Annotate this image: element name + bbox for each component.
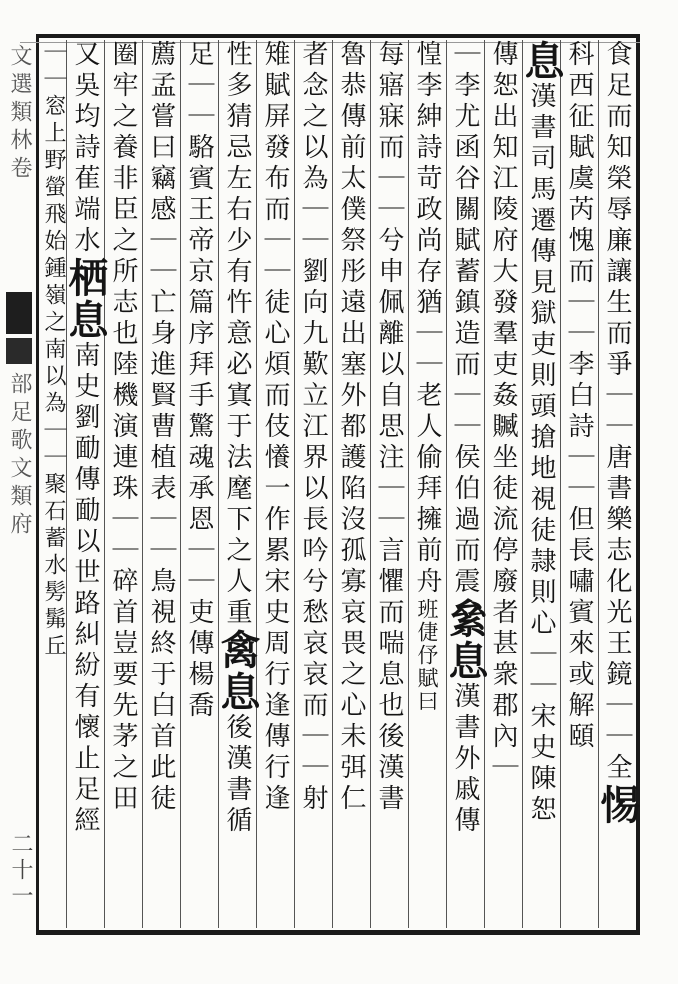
body-text: 吏傳楊喬 xyxy=(184,598,214,722)
fold-margin-section: 部足歌文類府 xyxy=(7,372,32,540)
body-text: 漢書外戚傳 xyxy=(450,682,480,837)
fold-fishtail-mark xyxy=(6,292,32,334)
entry-heading: 栖息 xyxy=(62,257,109,341)
body-text: 又吳均詩萑端水 xyxy=(70,40,100,257)
text-column xyxy=(518,40,565,928)
body-text: 足｜｜駱賓王帝京篇序拜手驚魂承恩｜｜ xyxy=(184,40,214,598)
text-column xyxy=(560,40,598,928)
text-column xyxy=(594,40,641,928)
text-column xyxy=(332,40,370,928)
text-column xyxy=(370,40,408,928)
body-text: 雉賦屏發布而｜｜徒心煩而伎懩一作累宋史周行逢傳行逢 xyxy=(260,40,290,815)
text-column xyxy=(256,40,294,928)
text-column xyxy=(62,40,109,928)
bottom-border xyxy=(36,930,640,935)
body-text: 圈牢之養非臣之所志也陸機演連珠｜｜碎首豈要先茅之田 xyxy=(108,40,138,815)
body-text: 者念之以為｜｜劉向九歎立江界以長吟兮愁哀哀而｜｜射 xyxy=(298,40,328,815)
fold-margin-header: 文選類林卷 xyxy=(7,44,32,184)
text-column xyxy=(408,40,446,928)
entry-heading: 禽息 xyxy=(214,629,261,713)
body-text: 後漢書循 xyxy=(222,713,252,837)
entry-heading: 惕 xyxy=(594,784,641,826)
text-column xyxy=(294,40,332,928)
left-border xyxy=(36,34,39,935)
entry-heading: 絫息 xyxy=(442,598,489,682)
body-text: 薦孟嘗曰竊感｜｜亡身進賢曹植表｜｜鳥視終于白首此徒 xyxy=(146,40,176,815)
page-number: 二十一 xyxy=(8,832,33,910)
body-text: 魯恭傳前太僕祭彤遠出塞外都護陷沒孤寡哀畏之心未弭仁 xyxy=(336,40,366,815)
text-column xyxy=(40,40,66,928)
text-column xyxy=(104,40,142,928)
body-text: 漢書司馬遷傳見獄吏則頭搶地視徒隷則心｜｜宋史陳恕 xyxy=(526,82,556,826)
body-text: 傳恕出知江陵府大發羣吏姦贓坐徒流停廢者甚衆郡內｜ xyxy=(488,40,518,784)
fold-black-block xyxy=(6,338,32,364)
body-text: ｜｜窓上野螢飛 xyxy=(41,40,66,229)
body-text: 始鍾嶺之南以為｜｜聚石蓄水髣髴丘 xyxy=(41,229,66,661)
entry-heading: 息 xyxy=(518,40,565,82)
text-column xyxy=(214,40,261,928)
annotation-text: 班倢伃賦曰 xyxy=(415,598,439,713)
body-text: 科西征賦虞芮愧而｜｜李白詩｜｜但長嘯賓來或解頤 xyxy=(564,40,594,753)
body-text: 惶李紳詩苛政尚存猶｜｜老人偷拜擁前舟 xyxy=(412,40,442,598)
body-text: 食足而知榮辱廉讓生而爭｜｜唐書樂志化光王鏡｜｜全 xyxy=(602,40,632,784)
text-column xyxy=(180,40,218,928)
body-text: ｜李尤函谷關賦蓄鎮造而｜｜侯伯過而震 xyxy=(450,40,480,598)
text-column xyxy=(484,40,522,928)
body-text: 每寤寐而｜｜兮申佩離以自思注｜｜言懼而喘息也後漢書 xyxy=(374,40,404,815)
text-column xyxy=(442,40,489,928)
text-column xyxy=(142,40,180,928)
top-border xyxy=(36,34,640,38)
body-text: 南史劉勔傳勔以世路糾紛有懷止足經 xyxy=(70,341,100,837)
body-text: 性多猜忌左右少有忤意必寘于法麾下之人重 xyxy=(222,40,252,629)
